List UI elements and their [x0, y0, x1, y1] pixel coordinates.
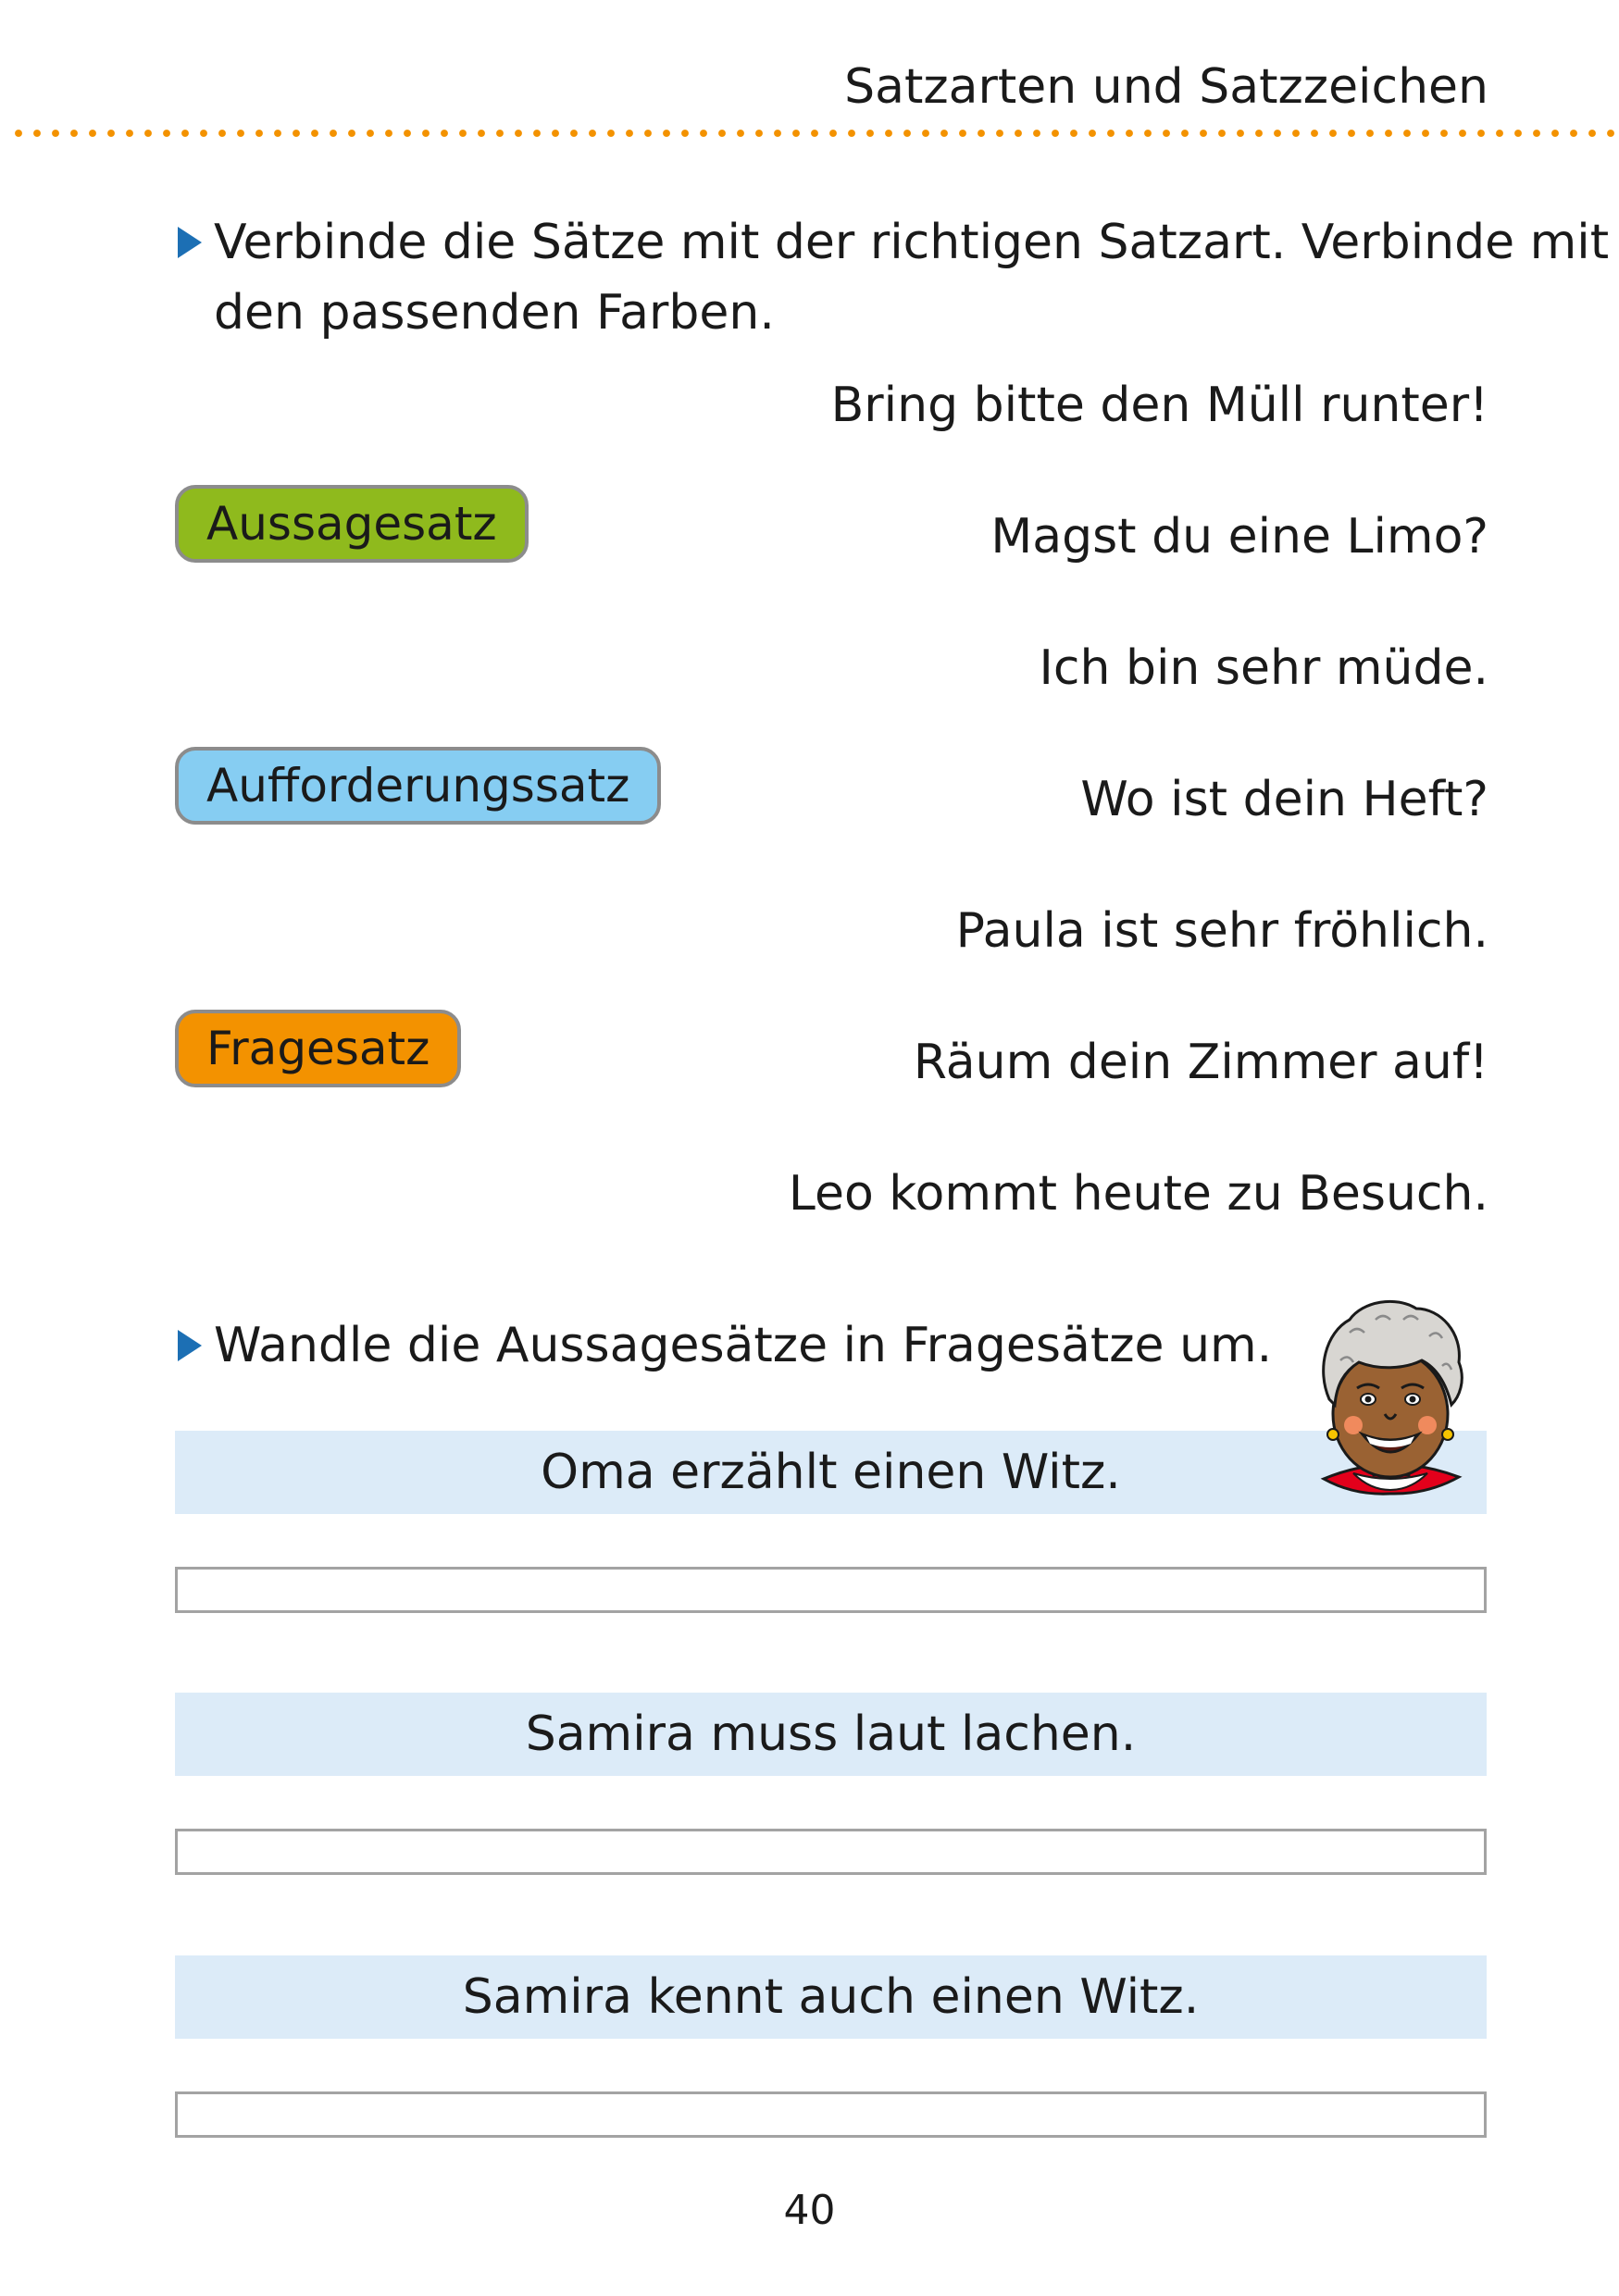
answer-input-2[interactable] [175, 1829, 1487, 1875]
sentence-item[interactable]: Leo kommt heute zu Besuch. [788, 1166, 1488, 1222]
statement-bar: Oma erzählt einen Witz. [175, 1431, 1487, 1514]
statement-bar: Samira kennt auch einen Witz. [175, 1955, 1487, 2039]
sentence-item[interactable]: Wo ist dein Heft? [1080, 772, 1488, 827]
sentence-item[interactable]: Bring bitte den Müll runter! [830, 378, 1488, 433]
task-arrow-icon [178, 227, 202, 258]
answer-input-1[interactable] [175, 1567, 1487, 1613]
answer-input-3[interactable] [175, 2091, 1487, 2138]
page-number: 40 [783, 2187, 836, 2234]
task2-instruction: Wandle die Aussagesätze in Fragesätze um. [214, 1318, 1273, 1373]
badge-aufforderungssatz[interactable]: Aufforderungssatz [175, 747, 661, 825]
sentence-item[interactable]: Paula ist sehr fröhlich. [955, 903, 1488, 959]
sentence-item[interactable]: Magst du eine Limo? [990, 509, 1488, 565]
grandma-illustration [1307, 1296, 1474, 1499]
task1-instruction-line1: Verbinde die Sätze mit der richtigen Satzart. Verbinde mit [214, 215, 1610, 270]
statement-bar: Samira muss laut lachen. [175, 1693, 1487, 1776]
dotted-divider [9, 129, 1619, 138]
task-arrow-icon [178, 1330, 202, 1361]
sentence-item[interactable]: Räum dein Zimmer auf! [913, 1035, 1488, 1090]
page-header-title: Satzarten und Satzzeichen [844, 59, 1488, 115]
task1-instruction-line2: den passenden Farben. [214, 285, 775, 341]
badge-aussagesatz[interactable]: Aussagesatz [175, 485, 529, 563]
badge-fragesatz[interactable]: Fragesatz [175, 1010, 461, 1087]
sentence-item[interactable]: Ich bin sehr müde. [1039, 640, 1488, 696]
